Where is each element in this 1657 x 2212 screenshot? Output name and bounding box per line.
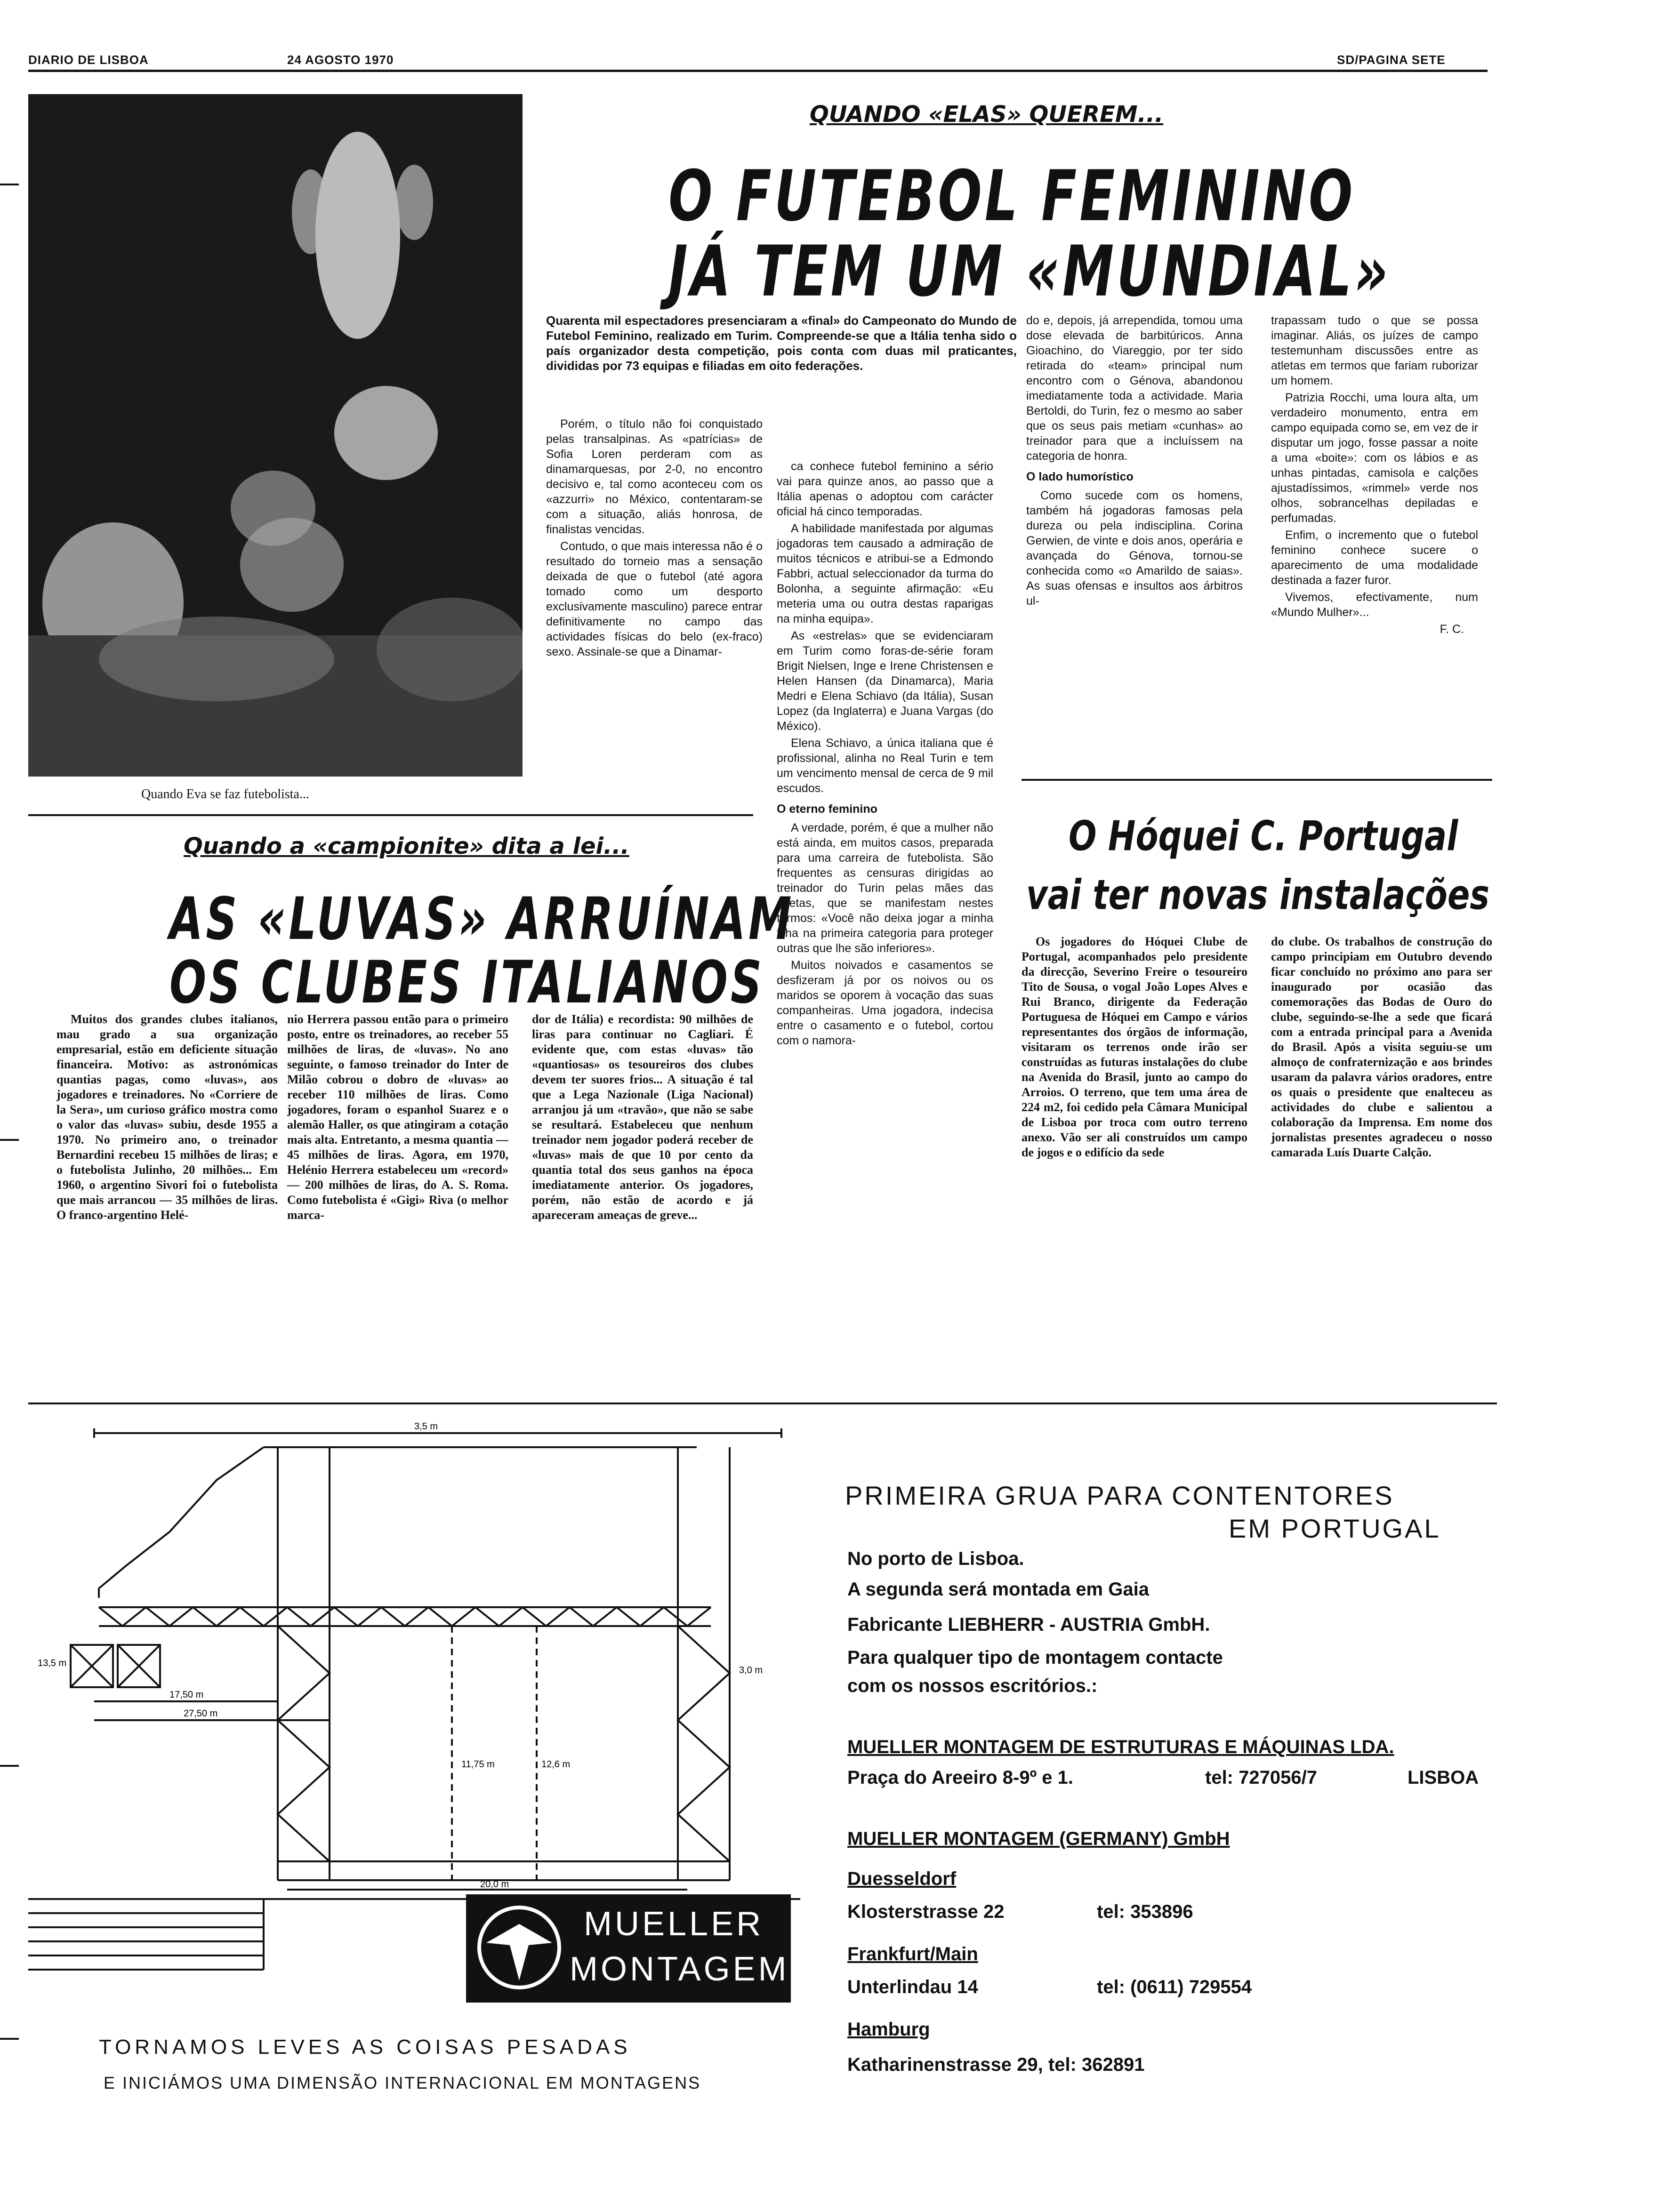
paragraph: A verdade, porém, é que a mulher não está ainda, em muitos casos, preparada para uma carreira de futebolista. São frequentes as censuras dirigidas ao treinador do Turin pelas mães das atletas, que se manifestam nestes termos: «Você não deixa jogar a minha filha na primeira categoria para proteger outras que lhe são inferiores». — [777, 821, 993, 955]
article2-column-1 — [56, 1012, 278, 1225]
photo-caption: Quando Eva se faz futebolista... — [141, 787, 309, 801]
ad-address: Unterlindau 14 — [847, 1977, 978, 1997]
article1-column-2 — [777, 459, 993, 1050]
ad-city: Frankfurt/Main — [847, 1944, 978, 1964]
masthead-paper-name: DIARIO DE LISBOA — [28, 53, 149, 67]
ad-phone: tel: 353896 — [1097, 1901, 1193, 1922]
football-photo — [28, 94, 523, 777]
subheading: O eterno feminino — [777, 802, 877, 816]
ad-city: Duesseldorf — [847, 1868, 957, 1889]
ad-company-germany: MUELLER MONTAGEM (GERMANY) GmbH — [847, 1828, 1230, 1849]
dim-label: 27,50 m — [184, 1708, 218, 1719]
margin-mark — [0, 1139, 19, 1141]
article3-headline-line2: vai ter novas instalações — [1026, 871, 1490, 919]
logo-text-line2: MONTAGEM — [570, 1950, 789, 1988]
paragraph: Os jogadores do Hóquei Clube de Portugal, acompanhados pelo presidente da direcção, Severino Freire o tesoureiro Tito de Sousa, o vogal João Lopes Alves e Rui Branco, dirigente da Federação Portuguesa de Hóquei em Campo e vários representantes dos órgãos de informação, visitaram os terrenos onde irão ser construídas as futuras instalações do clube na Avenida do Brasil, junto ao campo do Arroios. O terreno, que tem uma área de 224 m2, foi cedido pela Câmara Municipal de Lisboa por troca com outro terreno anexo. Vão ser ali construídos um campo de jogos e o edifício da sede — [1022, 935, 1247, 1159]
article2-column-3 — [532, 1012, 753, 1225]
article1-headline-line2: JÁ TEM UM «MUNDIAL» — [668, 231, 1391, 312]
ad-address: Klosterstrasse 22 — [847, 1901, 1005, 1922]
masthead-page: SD/PAGINA SETE — [1337, 53, 1446, 67]
section-rule — [1022, 779, 1492, 781]
article3-column-2 — [1271, 934, 1492, 1162]
subheading: O lado humorístico — [1026, 470, 1134, 483]
masthead-rule — [28, 70, 1488, 72]
ad-city: Hamburg — [847, 2019, 930, 2040]
ad-slogan-line2: E INICIÁMOS UMA DIMENSÃO INTERNACIONAL EM MONTAGENS — [104, 2073, 701, 2092]
ad-address: Praça do Areeiro 8-9º e 1. — [847, 1767, 1074, 1788]
paragraph: Porém, o título não foi conquistado pelas transalpinas. As «patrícias» de Sofia Loren perderam com as dinamarquesas, por 2-0, no encontro decisivo e, tal como aconteceu com os «azzurri» no México, contentaram-se com a situação, aliás honrosa, de finalistas vencidas. — [546, 417, 763, 536]
article1-lead — [546, 313, 1017, 375]
paragraph: nio Herrera passou então para o primeiro posto, entre os treinadores, ao receber 55 milhões de liras, de «luvas». No ano seguinte, o famoso treinador do Inter de Milão cobrou o dobro de «luvas» ao receber 110 milhões de liras. Como jogadores, foram o espanhol Suarez e o alemão Haller, os que atingiram a cotação mais alta. Entretanto, a mesma quantia — 45 milhões de liras. Agora, em 1970, Helénio Herrera estabeleceu um «record» — 200 milhões de liras, do A. S. Roma. Como futebolista é «Gigi» Riva (o melhor marca- — [287, 1012, 508, 1222]
paragraph: Patrizia Rocchi, uma loura alta, um verdadeiro monumento, entra em campo equipada como se, em vez de ir disputar um jogo, fosse passar a noite a uma «boite»: com os lábios e as unhas pintadas, camisola e calções ajustadíssimos, «rimmel» verde nos olhos, sobrancelhas depiladas e perfumadas. — [1271, 391, 1478, 525]
margin-mark — [0, 184, 19, 185]
ad-city: LISBOA — [1408, 1767, 1479, 1788]
article1-column-3 — [1026, 313, 1243, 610]
paragraph: Muitos dos grandes clubes italianos, mau grado a sua organização empresarial, estão em deficiente situação financeira. Motivo: as astronómicas quantias pagas, como «luvas», aos jogadores e treinadores. No «Corriere de la Sera», um curioso gráfico mostra como o valor das «luvas» subiu, desde 1955 a 1970. No primeiro ano, o treinador Bernardini recebeu 15 milhões de liras; e o futebolista Julinho, 20 milhões... Em 1960, o argentino Sivori foi o futebolista que mais arrancou — 35 milhões de liras. O franco-argentino Helé- — [56, 1012, 278, 1222]
ad-title-line1: PRIMEIRA GRUA PARA CONTENTORES — [845, 1481, 1394, 1510]
paragraph: As «estrelas» que se evidenciaram em Turim como foras-de-série foram Brigit Nielsen, Inge e Irene Christensen e Helen Hansen (da Dinamarca), Maria Medri e Elena Schiavo (da Itália), Susan Lopez (da Inglaterra) e Juana Vargas (do México). — [777, 629, 993, 733]
logo-text-line1: MUELLER — [584, 1905, 764, 1943]
masthead-date: 24 AGOSTO 1970 — [287, 53, 394, 67]
paragraph: dor de Itália) e recordista: 90 milhões de liras para continuar no Cagliari. É evidente que, com estas «luvas» tão «quantiosas» os tesoureiros dos clubes devem ter suores frios... A situação é tal que a Lega Nazionale (Liga Nacional) arranjou já um «travão», que não se sabe se resultará. Estabeleceu que nenhum treinador nem jogador poderá receber de «luvas» mais de que 10 por cento da quantia total dos seus ganhos na época imediatamente anterior. Os jogadores, porém, não estão de acordo e já apareceram ameaças de greve... — [532, 1012, 753, 1222]
ad-address: Katharinenstrasse 29, tel: 362891 — [847, 2054, 1145, 2075]
dim-label: 12,6 m — [541, 1759, 571, 1770]
ad-title-line2: EM PORTUGAL — [1229, 1514, 1441, 1543]
ad-company-lisboa: MUELLER MONTAGEM DE ESTRUTURAS E MÁQUINAS LDA. — [847, 1737, 1394, 1757]
margin-mark — [0, 2038, 19, 2040]
dim-label: 17,50 m — [169, 1690, 204, 1700]
paragraph: Enfim, o incremento que o futebol feminino conhece sucere o aparecimento de uma modalidade destinada a fazer furor. — [1271, 529, 1478, 587]
paragraph: Vivemos, efectivamente, num «Mundo Mulher»... — [1271, 591, 1478, 619]
ad-line: Fabricante LIEBHERR - AUSTRIA GmbH. — [847, 1614, 1210, 1635]
article3-column-1 — [1022, 934, 1247, 1162]
ad-line: No porto de Lisboa. — [847, 1548, 1024, 1569]
article2-headline-line1: AS «LUVAS» ARRUÍNAM — [169, 885, 795, 953]
paragraph: Contudo, o que mais interessa não é o resultado do torneio mas a sensação deixada de que o futebol (até agora tomado como um desporto exclusivamente masculino) parece entrar definitivamente no campo das actividades físicas do belo (ex-fraco) sexo. Assinale-se que a Dinamar- — [546, 540, 763, 658]
dim-label: 13,5 m — [38, 1658, 67, 1668]
byline: F. C. — [1440, 623, 1464, 636]
dim-label: 20,0 m — [480, 1879, 509, 1890]
article2-headline-line2: OS CLUBES ITALIANOS — [169, 948, 765, 1017]
ad-line: Para qualquer tipo de montagem contacte — [847, 1647, 1223, 1668]
lead-paragraph: Quarenta mil espectadores presenciaram a «final» do Campeonato do Mundo de Futebol Feminino, realizado em Turim. Compreende-se que a Itália tenha sido o país organizador desta competição, pois conta com duas mil praticantes, divididas por 73 equipas e filiadas em oito federações. — [546, 313, 1017, 373]
dim-label: 3,0 m — [739, 1665, 763, 1675]
ad-phone: tel: 727056/7 — [1205, 1767, 1317, 1788]
section-rule — [28, 814, 753, 816]
paragraph: do e, depois, já arrependida, tomou uma dose elevada de barbitúricos. Anna Gioachino, do Viareggio, por ter sido retirada do «team» principal num encontro com o Génova, abandonou imediatamente toda a actividade. Maria Bertoldi, do Turin, fez o mesmo ao saber que os seus pais metiam «cunhas» ao treinador para que a incluíssem na categoria de honra. — [1026, 314, 1243, 463]
paragraph: do clube. Os trabalhos de construção do campo principiam em Outubro devendo ficar concluído no próximo ano para ser inaugurado por ocasião das comemorações das Bodas de Ouro do clube, seguindo-se-lhe a sede que ficará com a entrada principal para a Avenida do Brasil. Após a visita seguiu-se um almoço de confraternização e aos brindes usaram da palavra vários oradores, entre os quais o presidente que enalteceu as actividades do clube e salientou a colaboração da Imprensa. Em nome dos jornalistas presentes agradeceu o nosso camarada Luís Duarte Calção. — [1271, 935, 1492, 1159]
paragraph: A habilidade manifestada por algumas jogadoras tem causado a admiração de muitos técnicos e atribui-se a Edmondo Fabbri, actual seleccionador da turma do Bolonha, a seguinte afirmação: «Eu meteria uma ou outra destas raparigas na minha equipa». — [777, 522, 993, 625]
ad-rule — [28, 1403, 1497, 1404]
dim-label: 11,75 m — [461, 1759, 495, 1770]
paragraph: Muitos noivados e casamentos se desfizeram já por os noivos ou os maridos se oporem à vocação das suas companheiras. Uma jogadora, indecisa entre o casamento e o futebol, cortou com o namora- — [777, 959, 993, 1047]
ad-slogan-line1: TORNAMOS LEVES AS COISAS PESADAS — [99, 2036, 631, 2059]
article3-headline-line1: O Hóquei C. Portugal — [1069, 812, 1458, 860]
article1-column-4 — [1271, 313, 1478, 639]
ad-line: A segunda será montada em Gaia — [847, 1579, 1149, 1600]
article1-headline-line1: O FUTEBOL FEMININO — [668, 155, 1356, 237]
margin-mark — [0, 1765, 19, 1767]
mueller-logo — [466, 1894, 791, 2003]
article1-kicker: QUANDO «ELAS» QUEREM... — [810, 101, 1164, 128]
paragraph: trapassam tudo o que se possa imaginar. Aliás, os juízes de campo testemunham discussões entre as atletas em termos que fariam ruborizar um homem. — [1271, 314, 1478, 387]
paragraph: Elena Schiavo, a única italiana que é profissional, alinha no Real Turin e tem um vencimento mensal de cerca de 9 mil escudos. — [777, 737, 993, 795]
article2-column-2 — [287, 1012, 508, 1225]
article1-column-1 — [546, 417, 763, 661]
ad-line: com os nossos escritórios.: — [847, 1675, 1098, 1696]
paragraph: ca conhece futebol feminino a sério vai para quinze anos, ao passo que a Itália apenas o adoptou com carácter oficial há cinco temporadas. — [777, 460, 993, 518]
dim-label: 3,5 m — [414, 1421, 438, 1432]
photo-image — [28, 94, 523, 777]
paragraph: Como sucede com os homens, também há jogadoras famosas pela dureza ou pela indisciplina. Corina Gerwien, de vinte e dois anos, operária e avançada do Génova, tornou-se conhecida como «o Amarildo de saias». As suas ofensas e insultos aos árbitros ul- — [1026, 489, 1243, 608]
mueller-emblem-icon — [475, 1903, 564, 1992]
article2-kicker: Quando a «campionite» dita a lei... — [184, 833, 629, 859]
ad-phone: tel: (0611) 729554 — [1097, 1977, 1252, 1997]
